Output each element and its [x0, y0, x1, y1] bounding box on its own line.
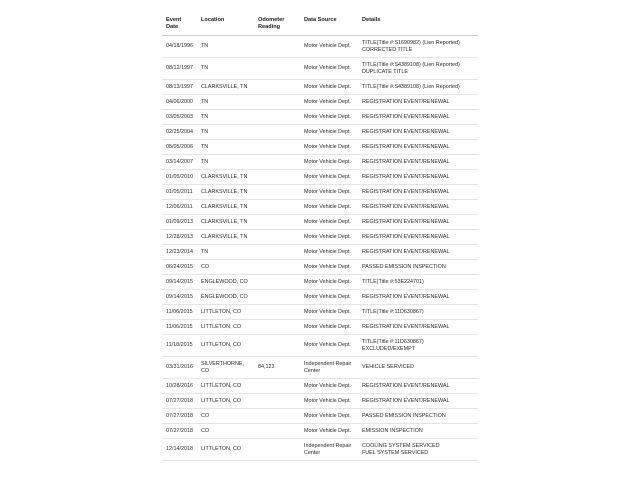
table-row — [162, 125, 478, 140]
location-cell: LITTLETON, CO — [197, 379, 254, 394]
location-cell: CLARKSVILLE, TN — [197, 185, 254, 200]
table-row — [162, 424, 478, 439]
odometer-cell — [254, 110, 300, 125]
odometer-cell — [254, 305, 300, 320]
table-body — [162, 36, 478, 461]
table-row — [162, 290, 478, 305]
table-row — [162, 95, 478, 110]
details-cell: TITLE(Title #:S4389108) (Lien Reported) DUPLICATE TITLE — [358, 58, 478, 80]
table-row — [162, 320, 478, 335]
location-cell: TN — [197, 110, 254, 125]
details-cell: REGISTRATION EVENT/RENEWAL — [358, 394, 478, 409]
details-cell: TITLE(Title #:11D630867) EXCLUDED/EXEMPT — [358, 335, 478, 357]
table-row — [162, 170, 478, 185]
details-cell: REGISTRATION EVENT/RENEWAL — [358, 170, 478, 185]
event-date-cell: 09/14/2015 — [162, 275, 197, 290]
details-cell: REGISTRATION EVENT/RENEWAL — [358, 245, 478, 260]
event-date-cell: 09/14/2015 — [162, 290, 197, 305]
details-cell: REGISTRATION EVENT/RENEWAL — [358, 379, 478, 394]
table-row — [162, 409, 478, 424]
table-row — [162, 58, 478, 80]
column-header-event-date: Event Date — [162, 15, 197, 36]
location-cell: TN — [197, 36, 254, 58]
table-row — [162, 260, 478, 275]
data-source-cell: Motor Vehicle Dept. — [300, 125, 358, 140]
details-cell: REGISTRATION EVENT/RENEWAL — [358, 185, 478, 200]
event-date-cell: 10/28/2016 — [162, 379, 197, 394]
location-cell: LITTLETON, CO — [197, 320, 254, 335]
details-cell: PASSED EMISSION INSPECTION — [358, 260, 478, 275]
data-source-cell: Motor Vehicle Dept. — [300, 335, 358, 357]
location-cell: TN — [197, 125, 254, 140]
location-cell: ENGLEWOOD, CO — [197, 275, 254, 290]
odometer-cell — [254, 125, 300, 140]
column-header-details: Details — [358, 15, 478, 36]
event-date-cell: 07/27/2018 — [162, 424, 197, 439]
data-source-cell: Motor Vehicle Dept. — [300, 409, 358, 424]
table-header-row — [162, 15, 478, 36]
data-source-cell: Motor Vehicle Dept. — [300, 379, 358, 394]
data-source-cell: Motor Vehicle Dept. — [300, 424, 358, 439]
data-source-cell: Motor Vehicle Dept. — [300, 290, 358, 305]
odometer-cell — [254, 170, 300, 185]
details-cell: COOLING SYSTEM SERVICED FUEL SYSTEM SERVICED — [358, 439, 478, 461]
event-date-cell: 04/06/2000 — [162, 95, 197, 110]
odometer-cell — [254, 275, 300, 290]
event-date-cell: 03/14/2007 — [162, 155, 197, 170]
data-source-cell: Motor Vehicle Dept. — [300, 155, 358, 170]
location-cell: CLARKSVILLE, TN — [197, 80, 254, 95]
data-source-cell: Independent Repair Center — [300, 439, 358, 461]
location-cell: LITTLETON, CO — [197, 394, 254, 409]
details-cell: REGISTRATION EVENT/RENEWAL — [358, 320, 478, 335]
event-date-cell: 05/05/2006 — [162, 140, 197, 155]
event-date-cell: 11/06/2015 — [162, 305, 197, 320]
odometer-cell — [254, 439, 300, 461]
details-cell: TITLE(Title #:S4389108) (Lien Reported) — [358, 80, 478, 95]
data-source-cell: Motor Vehicle Dept. — [300, 245, 358, 260]
odometer-cell — [254, 185, 300, 200]
data-source-cell: Motor Vehicle Dept. — [300, 230, 358, 245]
event-date-cell: 12/14/2018 — [162, 439, 197, 461]
table-row — [162, 215, 478, 230]
details-cell: EMISSION INSPECTION — [358, 424, 478, 439]
data-source-cell: Motor Vehicle Dept. — [300, 58, 358, 80]
data-source-cell: Motor Vehicle Dept. — [300, 110, 358, 125]
table-row — [162, 305, 478, 320]
details-cell: REGISTRATION EVENT/RENEWAL — [358, 215, 478, 230]
column-header-odometer: Odometer Reading — [254, 15, 300, 36]
data-source-cell: Motor Vehicle Dept. — [300, 215, 358, 230]
data-source-cell: Motor Vehicle Dept. — [300, 170, 358, 185]
location-cell: CLARKSVILLE, TN — [197, 230, 254, 245]
odometer-cell — [254, 95, 300, 110]
data-source-cell: Motor Vehicle Dept. — [300, 95, 358, 110]
data-source-cell: Motor Vehicle Dept. — [300, 200, 358, 215]
details-cell: TITLE(Title #:53E224701) — [358, 275, 478, 290]
data-source-cell: Motor Vehicle Dept. — [300, 36, 358, 58]
data-source-cell: Motor Vehicle Dept. — [300, 80, 358, 95]
event-date-cell: 12/28/2013 — [162, 230, 197, 245]
odometer-cell — [254, 215, 300, 230]
table-row — [162, 230, 478, 245]
details-cell: REGISTRATION EVENT/RENEWAL — [358, 95, 478, 110]
odometer-cell — [254, 424, 300, 439]
location-cell: ENGLEWOOD, CO — [197, 290, 254, 305]
location-cell: CO — [197, 409, 254, 424]
odometer-cell: 84,123 — [254, 357, 300, 379]
location-cell: SILVERTHORNE, CO — [197, 357, 254, 379]
vehicle-history-table — [162, 15, 478, 461]
location-cell: TN — [197, 95, 254, 110]
location-cell: CO — [197, 260, 254, 275]
details-cell: REGISTRATION EVENT/RENEWAL — [358, 200, 478, 215]
data-source-cell: Independent Repair Center — [300, 357, 358, 379]
location-cell: LITTLETON, CO — [197, 335, 254, 357]
table-row — [162, 110, 478, 125]
details-cell: REGISTRATION EVENT/RENEWAL — [358, 230, 478, 245]
location-cell: LITTLETON, CO — [197, 439, 254, 461]
details-cell: TITLE(Title #:11D630867) — [358, 305, 478, 320]
data-source-cell: Motor Vehicle Dept. — [300, 320, 358, 335]
location-cell: TN — [197, 245, 254, 260]
odometer-cell — [254, 394, 300, 409]
event-date-cell: 04/18/1996 — [162, 36, 197, 58]
data-source-cell: Motor Vehicle Dept. — [300, 185, 358, 200]
details-cell: REGISTRATION EVENT/RENEWAL — [358, 125, 478, 140]
odometer-cell — [254, 290, 300, 305]
odometer-cell — [254, 379, 300, 394]
event-date-cell: 01/05/2011 — [162, 185, 197, 200]
table-row — [162, 245, 478, 260]
event-date-cell: 07/27/2018 — [162, 394, 197, 409]
event-date-cell: 02/25/2004 — [162, 125, 197, 140]
odometer-cell — [254, 320, 300, 335]
table-row — [162, 185, 478, 200]
location-cell: TN — [197, 155, 254, 170]
odometer-cell — [254, 245, 300, 260]
odometer-cell — [254, 140, 300, 155]
table-row — [162, 200, 478, 215]
details-cell: VEHICLE SERVICED — [358, 357, 478, 379]
event-date-cell: 01/05/2010 — [162, 170, 197, 185]
event-date-cell: 11/06/2015 — [162, 320, 197, 335]
event-date-cell: 01/09/2013 — [162, 215, 197, 230]
odometer-cell — [254, 80, 300, 95]
event-date-cell: 03/31/2016 — [162, 357, 197, 379]
odometer-cell — [254, 230, 300, 245]
event-date-cell: 07/27/2018 — [162, 409, 197, 424]
location-cell: TN — [197, 140, 254, 155]
location-cell: TN — [197, 58, 254, 80]
details-cell: PASSED EMISSION INSPECTION — [358, 409, 478, 424]
details-cell: REGISTRATION EVENT/RENEWAL — [358, 155, 478, 170]
location-cell: CLARKSVILLE, TN — [197, 200, 254, 215]
odometer-cell — [254, 200, 300, 215]
odometer-cell — [254, 155, 300, 170]
location-cell: CLARKSVILLE, TN — [197, 215, 254, 230]
details-cell: REGISTRATION EVENT/RENEWAL — [358, 140, 478, 155]
event-date-cell: 08/13/1997 — [162, 80, 197, 95]
table-row — [162, 335, 478, 357]
location-cell: CO — [197, 424, 254, 439]
data-source-cell: Motor Vehicle Dept. — [300, 305, 358, 320]
odometer-cell — [254, 409, 300, 424]
event-date-cell: 08/12/1997 — [162, 58, 197, 80]
table-row — [162, 439, 478, 461]
event-date-cell: 03/05/2003 — [162, 110, 197, 125]
data-source-cell: Motor Vehicle Dept. — [300, 275, 358, 290]
table-row — [162, 357, 478, 379]
column-header-data-source: Data Source — [300, 15, 358, 36]
details-cell: REGISTRATION EVENT/RENEWAL — [358, 290, 478, 305]
data-source-cell: Motor Vehicle Dept. — [300, 394, 358, 409]
event-date-cell: 11/18/2015 — [162, 335, 197, 357]
table-row — [162, 155, 478, 170]
table-row — [162, 379, 478, 394]
data-source-cell: Motor Vehicle Dept. — [300, 260, 358, 275]
odometer-cell — [254, 58, 300, 80]
event-date-cell: 06/24/2015 — [162, 260, 197, 275]
details-cell: REGISTRATION EVENT/RENEWAL — [358, 110, 478, 125]
location-cell: CLARKSVILLE, TN — [197, 170, 254, 185]
table-row — [162, 275, 478, 290]
location-cell: LITTLETON, CO — [197, 305, 254, 320]
table-row — [162, 394, 478, 409]
event-date-cell: 12/06/2011 — [162, 200, 197, 215]
event-date-cell: 12/23/2014 — [162, 245, 197, 260]
odometer-cell — [254, 335, 300, 357]
table-row — [162, 140, 478, 155]
column-header-location: Location — [197, 15, 254, 36]
odometer-cell — [254, 36, 300, 58]
details-cell: TITLE(Title #:S1690982) (Lien Reported) CORRECTED TITLE — [358, 36, 478, 58]
table-row — [162, 80, 478, 95]
table-row — [162, 36, 478, 58]
data-source-cell: Motor Vehicle Dept. — [300, 140, 358, 155]
odometer-cell — [254, 260, 300, 275]
